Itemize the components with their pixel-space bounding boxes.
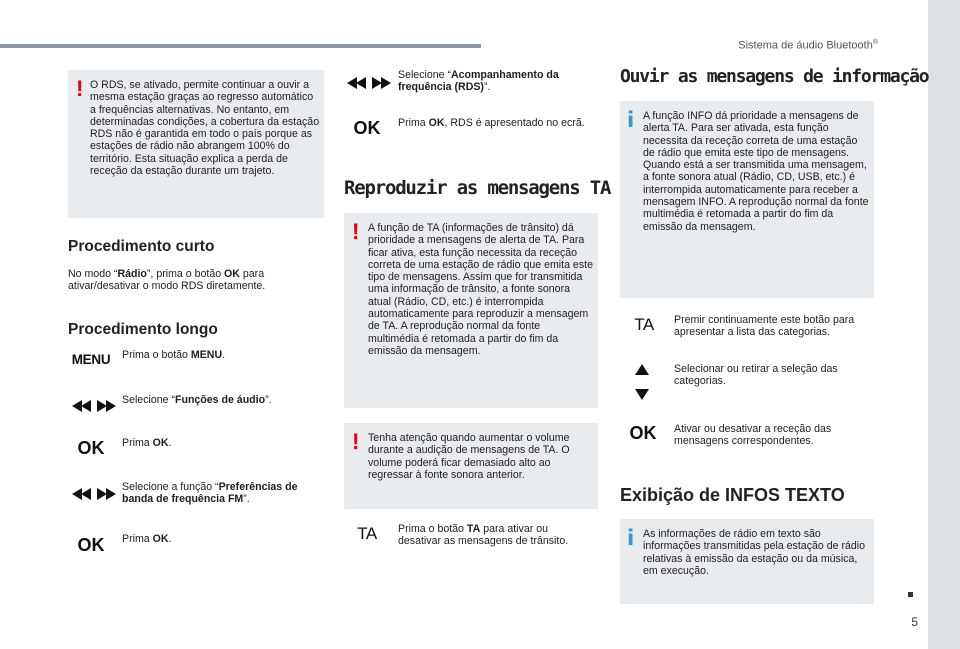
- ok-button-icon: OK: [353, 118, 381, 138]
- up-down-arrows-icon: [634, 364, 650, 405]
- long-procedure-title: Procedimento longo: [68, 321, 218, 338]
- page-header-title: Sistema de áudio Bluetooth®: [738, 39, 878, 52]
- infos-texto-title: Exibição de INFOS TEXTO: [620, 485, 845, 505]
- ta-section-title: Reproduzir as mensagens TA: [344, 177, 611, 199]
- left-right-arrows-icon: [347, 76, 391, 90]
- volume-warning-text: Tenha atenção quando aumentar o volume durante a audição de mensagens de TA. O volume poderá ficar demasiado alto ao regressar à fonte sonora anterior.: [368, 432, 570, 481]
- ta-step-text: Prima o botão TA para ativar ou desativar as mensagens de trânsito.: [398, 523, 569, 548]
- ta-button-icon: TA: [634, 315, 654, 334]
- info-icon: i: [627, 526, 635, 550]
- long-step-7: Prima OK, RDS é apresentado no ecrã.: [398, 117, 585, 129]
- long-step-2: Selecione “Funções de áudio”.: [122, 394, 272, 406]
- long-step-3: Prima OK.: [122, 437, 172, 449]
- infos-texto-note-text: As informações de rádio em texto são informações transmitidas pela estação de rádio relativas à emissão da estação ou da música, em execução.: [643, 528, 865, 577]
- rds-warning-box: [68, 70, 324, 218]
- info-step-2: Selecionar ou retirar a seleção das categorias.: [674, 363, 838, 388]
- info-note-text: A função INFO dá prioridade a mensagens de alerta TA. Para ser ativada, esta função necessita da receção correta de uma estação de rádio que emita este tipo de mensagens. Quando está a ser transmitida uma mensagem, a fonte sonora atual (Rádio, CD, USB, etc.) é interrompida automaticamente para receber a mensagem INFO. A reprodução normal da fonte multimédia é retomada a partir do fim da emissão da mensagem.: [643, 110, 869, 233]
- info-step-3: Ativar ou desativar a receção das mensagens correspondentes.: [674, 423, 832, 448]
- warning-icon: !: [352, 429, 360, 454]
- short-procedure-title: Procedimento curto: [68, 238, 215, 255]
- header-rule: [0, 44, 481, 48]
- info-section-title: Ouvir as mensagens de informação: [620, 66, 929, 87]
- left-right-arrows-icon: [72, 487, 116, 501]
- ta-button-icon: TA: [357, 524, 377, 543]
- page-marker: [908, 592, 913, 597]
- page-edge-tab: [928, 0, 960, 649]
- infos-texto-note-box: [620, 519, 874, 604]
- ok-button-icon: OK: [77, 535, 105, 555]
- volume-warning-box: [344, 423, 598, 509]
- long-step-4: Selecione a função “Preferências de banda de frequência FM”.: [122, 481, 298, 506]
- left-right-arrows-icon: [72, 399, 116, 413]
- long-step-5: Prima OK.: [122, 533, 172, 545]
- ok-button-icon: OK: [629, 423, 657, 443]
- warning-icon: !: [352, 219, 360, 244]
- long-step-1: Prima o botão MENU.: [122, 349, 226, 361]
- short-procedure-text: No modo “Rádio”, prima o botão OK para ativar/desativar o modo RDS diretamente.: [68, 268, 266, 293]
- page-number: 5: [911, 615, 918, 629]
- ta-warning-box: [344, 213, 598, 408]
- warning-icon: !: [76, 76, 84, 101]
- info-icon: i: [627, 108, 635, 132]
- rds-warning-text: O RDS, se ativado, permite continuar a ouvir a mesma estação graças ao regresso automático a frequências alternativas. No entanto, em determinadas condições, a cobertura da estação RDS não é garantida em todo o país porque as estações de rádio não abrangem 100% do território. Esta situação explica a perda de receção da estação durante um trajeto.: [90, 79, 320, 178]
- long-step-6: Selecione “Acompanhamento da frequência (RDS)”.: [398, 69, 559, 94]
- info-note-box: [620, 101, 874, 298]
- ta-warning-text: A função de TA (informações de trânsito) dá prioridade a mensagens de alerta de TA. Para ficar ativa, esta função necessita da receção correta de uma estação de rádio que emita este tipo de mensagens. Assim que for transmitida uma informação de trânsito, a fonte sonora atual (Rádio, CD, etc.) é interrompida automaticamente para reproduzir a mensagem de TA. A reprodução normal da fonte multimédia é retomada a partir do fim da emissão da mensagem.: [368, 222, 593, 357]
- info-step-1: Premir continuamente este botão para apresentar a lista das categorias.: [674, 314, 855, 339]
- menu-button-icon: MENU: [71, 352, 111, 367]
- ok-button-icon: OK: [77, 438, 105, 458]
